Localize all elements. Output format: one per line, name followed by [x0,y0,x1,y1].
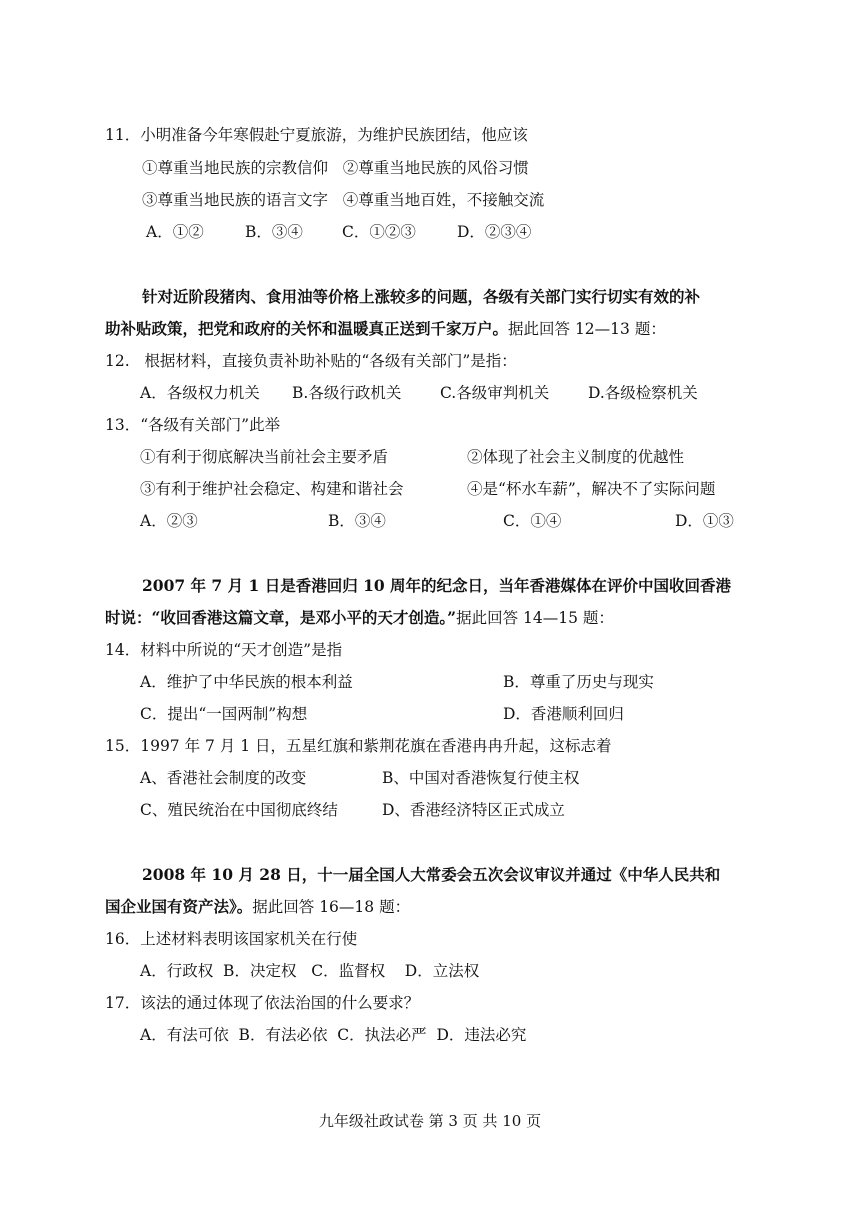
q11-choice-a: A．①② [146,223,204,241]
q11-stem: 11．小明准备今年寒假赴宁夏旅游，为维护民族团结，他应该 [105,126,528,144]
q13-item-3: ③有利于维护社会稳定、构建和谐社会 [140,480,404,498]
passage2-line1: 2007 年 7 月 1 日是香港回归 10 周年的纪念日，当年香港媒体在评价中国收回香港 [142,576,732,595]
q14-choice-a: A．维护了中华民族的根本利益 [140,673,353,691]
q11-choice-c: C．①②③ [342,223,416,241]
q15-choice-a: A、香港社会制度的改变 [140,769,307,787]
q11-choice-d: D．②③④ [457,223,532,241]
q12-choice-b: B.各级行政机关 [292,384,402,402]
q13-item-2: ②体现了社会主义制度的优越性 [467,448,685,466]
passage1-line2 [105,318,666,340]
q15-stem: 15．1997 年 7 月 1 日，五星红旗和紫荆花旗在香港冉冉升起，这标志着 [105,737,612,755]
passage1-line1: 针对近阶段猪肉、食用油等价格上涨较多的问题，各级有关部门实行切实有效的补 [142,287,701,306]
passage3-line2-tail: 据此回答 16—18 题： [252,898,411,916]
q14-choice-b: B．尊重了历史与现实 [503,673,654,691]
q16-stem: 16．上述材料表明该国家机关在行使 [105,930,358,948]
passage2-line2-tail: 据此回答 14—15 题： [456,609,614,627]
q16-choices: A．行政权 B．决定权 C．监督权 D．立法权 [140,962,480,980]
q13-choice-d: D．①③ [675,512,734,530]
q12-choice-d: D.各级检察机关 [588,384,698,402]
passage3-line2-bold: 国企业国有资产法》。 [105,897,253,916]
passage1-line2-tail: 据此回答 12—13 题： [508,320,666,338]
passage3-line2 [105,896,410,918]
passage1-line2-bold: 助补贴政策，把党和政府的关怀和温暖真正送到千家万户。 [105,319,509,338]
q15-choice-d: D、香港经济特区正式成立 [382,801,565,819]
q13-choice-c: C．①④ [503,512,562,530]
q13-stem: 13．“各级有关部门”此举 [105,416,281,434]
q17-choices: A．有法可依 B．有法必依 C．执法必严 D．违法必究 [140,1026,527,1044]
passage3-line1: 2008 年 10 月 28 日，十一届全国人大常委会五次会议审议并通过《中华人民共和 [142,865,721,884]
q13-item-4: ④是“杯水车薪”，解决不了实际问题 [467,480,716,498]
q13-item-1: ①有利于彻底解决当前社会主要矛盾 [140,448,389,466]
q12-choice-c: C.各级审判机关 [440,384,550,402]
q14-stem: 14．材料中所说的“天才创造”是指 [105,641,343,659]
page-footer: 九年级社政试卷 第 3 页 共 10 页 [318,1112,542,1130]
q11-options-line2: ③尊重当地民族的语言文字 ④尊重当地百姓，不接触交流 [142,191,545,209]
q13-choice-b: B．③④ [328,512,386,530]
q17-stem: 17．该法的通过体现了依法治国的什么要求？ [105,994,420,1012]
q12-choice-a: A．各级权力机关 [140,384,260,402]
q13-choice-a: A．②③ [140,512,198,530]
q11-choice-b: B．③④ [245,223,303,241]
q14-choice-c: C．提出“一国两制”构想 [140,705,308,723]
passage2-line2-bold: 时说：“收回香港这篇文章，是邓小平的天才创造。” [105,608,457,627]
q12-stem: 12. 根据材料，直接负责补助补贴的“各级有关部门”是指： [105,352,517,370]
q15-choice-c: C、殖民统治在中国彻底终结 [140,801,338,819]
q11-options-line1: ①尊重当地民族的宗教信仰 ②尊重当地民族的风俗习惯 [142,159,529,177]
passage2-line2 [105,607,614,629]
q14-choice-d: D．香港顺利回归 [503,705,624,723]
q15-choice-b: B、中国对香港恢复行使主权 [382,769,580,787]
